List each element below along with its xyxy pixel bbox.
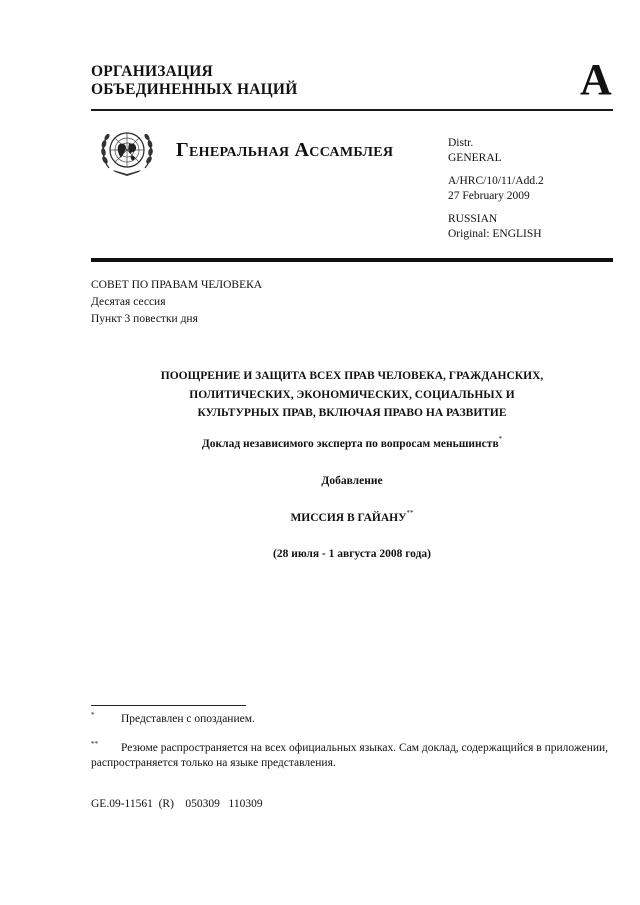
document-symbol-block [448, 136, 544, 250]
header-thick-rule [91, 258, 613, 262]
organization-name [91, 63, 297, 99]
main-title [91, 367, 613, 423]
organization-name-line2: ОБЪЕДИНЕННЫХ НАЦИЙ [91, 81, 298, 98]
footnote-2 [91, 741, 613, 771]
footnote-mark: * [91, 711, 95, 719]
organization-name-line1: ОРГАНИЗАЦИЯ [91, 63, 213, 80]
header-rule [91, 109, 613, 111]
mission-title [91, 510, 613, 526]
mission-dates: (28 июля - 1 августа 2008 года) [273, 548, 431, 560]
agenda-item: Пункт 3 повестки дня [91, 313, 198, 325]
report-title [91, 436, 613, 452]
document-date: 27 February 2009 [448, 190, 530, 202]
document-code: GE.09-11561 (R) 050309 110309 [91, 798, 263, 810]
main-title-line1: ПООЩРЕНИЕ И ЗАЩИТА ВСЕХ ПРАВ ЧЕЛОВЕКА, ГРАЖДАНСКИХ, [160, 370, 544, 382]
distr-label: Distr. [448, 137, 474, 149]
session-number: Десятая сессия [91, 296, 166, 308]
footnote-1 [91, 712, 613, 727]
footnote-mark: ** [91, 740, 98, 748]
council-name: СОВЕТ ПО ПРАВАМ ЧЕЛОВЕКА [91, 279, 263, 291]
un-emblem-icon [99, 124, 155, 178]
main-title-line3: КУЛЬТУРНЫХ ПРАВ, ВКЛЮЧАЯ ПРАВО НА РАЗВИТИЕ [197, 407, 507, 419]
footnote-ref-1[interactable]: * [498, 435, 503, 443]
document-symbol: A/HRC/10/11/Add.2 [448, 175, 544, 187]
session-block [91, 277, 262, 328]
addendum-label: Добавление [321, 475, 383, 487]
document-language: RUSSIAN [448, 213, 498, 225]
footnote-ref-2[interactable]: ** [406, 509, 414, 517]
footnote-text: Резюме распространяется на всех официальных языках. Сам доклад, содержащийся в приложении, распространяется только на языке представления. [91, 742, 609, 769]
main-title-line2: ПОЛИТИЧЕСКИХ, ЭКОНОМИЧЕСКИХ, СОЦИАЛЬНЫХ И [189, 388, 515, 401]
footnote-text: Представлен с опозданием. [121, 713, 255, 725]
assembly-title: Генеральная Ассамблея [176, 139, 394, 161]
footnote-separator [91, 705, 246, 706]
distr-value: GENERAL [448, 152, 502, 164]
mission-title-text: МИССИЯ В ГАЙАНУ [290, 512, 407, 524]
report-title-text: Доклад независимого эксперта по вопросам меньшинств [201, 438, 499, 450]
original-language: Original: ENGLISH [448, 228, 542, 240]
series-letter: A [580, 55, 612, 104]
